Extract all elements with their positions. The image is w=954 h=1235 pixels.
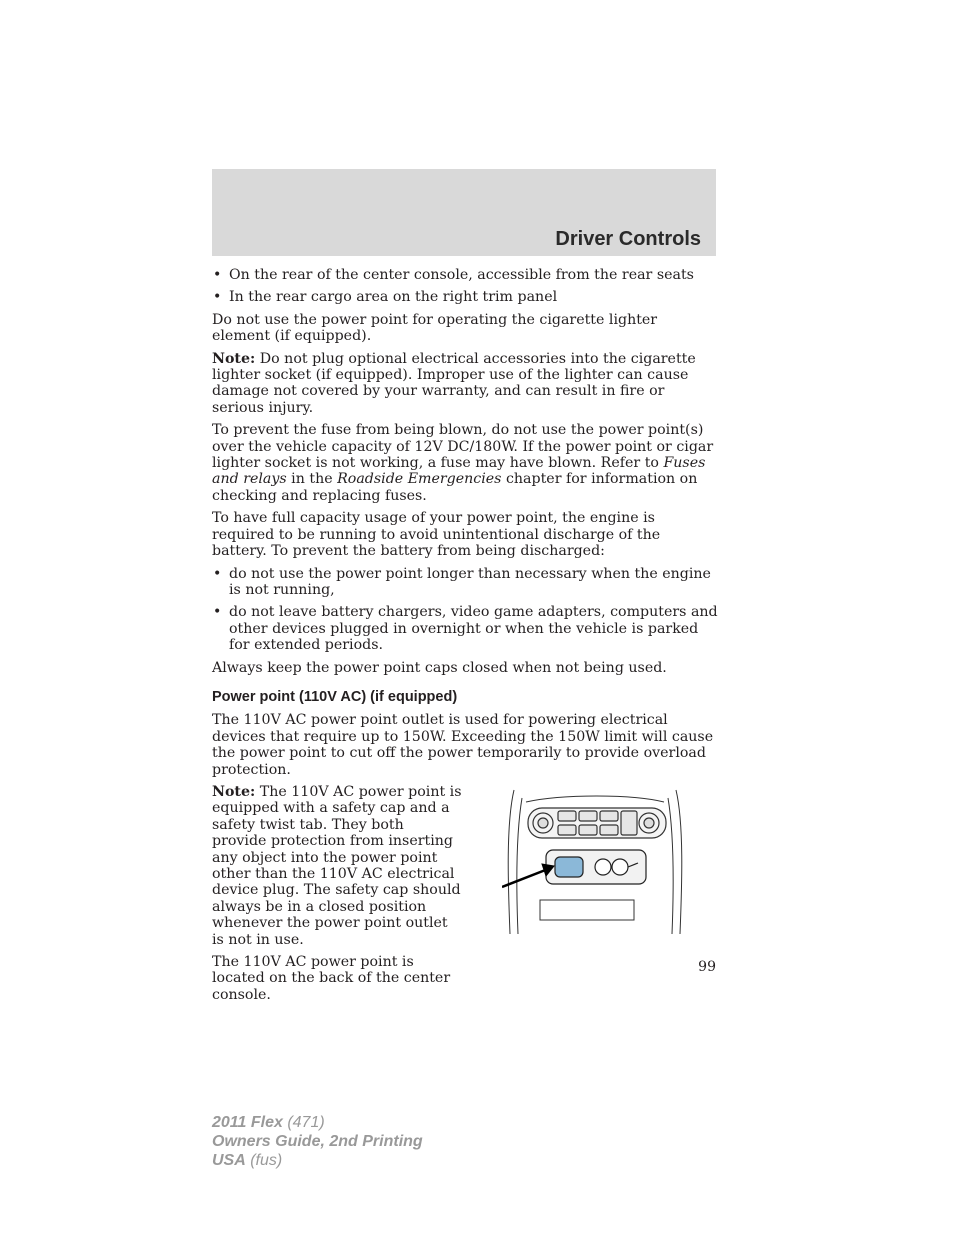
paragraph: To have full capacity usage of your power point, the engine is required to be running to avoid unintentional discharge of the battery. To prevent the battery from being discharged: — [212, 510, 661, 560]
market-name: USA — [212, 1152, 246, 1169]
note-text: Do not plug optional electrical accessories into the cigarette lighter socket (if equipped). Improper use of the lighter can cause damage not covered by your warranty, and can result in fire or serious injury. — [212, 350, 696, 416]
list-item — [212, 267, 718, 283]
chapter-title: Driver Controls — [555, 228, 701, 250]
list-item-text: On the rear of the center console, accessible from the rear seats — [229, 267, 694, 283]
bullet-marker: • — [213, 289, 222, 306]
paragraph — [212, 422, 718, 504]
note-label: Note: — [212, 350, 256, 367]
paragraph-text: chapter for information on checking and replacing fuses. — [212, 471, 698, 504]
chapter-header-bar — [212, 169, 716, 256]
bullet-marker: • — [213, 604, 222, 621]
note-label: Note: — [212, 783, 256, 800]
list-item-text: do not leave battery chargers, video game adapters, computers and other devices plugged in overnight or when the vehicle is parked for extended periods. — [229, 604, 718, 654]
pointer-arrow — [502, 864, 554, 887]
list-item — [212, 604, 718, 653]
control-panel — [528, 808, 666, 838]
footer-line: Owners Guide, 2nd Printing — [212, 1133, 423, 1150]
paragraph: The 110V AC power point is located on the back of the center console. — [212, 954, 451, 1003]
note-paragraph — [212, 784, 462, 948]
list-item — [212, 566, 718, 599]
list-item — [212, 289, 718, 305]
cross-reference: Roadside Emergencies — [337, 471, 502, 488]
footer-line — [212, 1113, 423, 1132]
page-number: 99 — [698, 959, 716, 975]
paragraph-text: To prevent the fuse from being blown, do not use the power point(s) over the vehicle capacity of 12V DC/180W. If the power point or cigar lighter socket is not working, a fuse may have blown. Refer to — [212, 422, 714, 472]
power-point-outlet — [546, 850, 646, 884]
bullet-marker: • — [213, 565, 222, 582]
document-footer — [212, 1113, 423, 1170]
section-heading: Power point (110V AC) (if equipped) — [212, 688, 458, 705]
list-item-text: In the rear cargo area on the right trim panel — [229, 289, 558, 306]
storage-compartment — [540, 900, 634, 920]
paragraph-text: in the — [286, 471, 338, 488]
paragraph: Do not use the power point for operating the cigarette lighter element (if equipped). — [212, 311, 658, 345]
note-text: The 110V AC power point is equipped with a safety cap and a safety twist tab. They both provide protection from inserting any object into the power point other than the 110V AC electrical device plug. The safety cap should always be in a closed position whenever the power point outlet is not in use. — [212, 783, 462, 948]
page-body — [212, 267, 718, 1009]
note-paragraph — [212, 351, 718, 417]
paragraph: The 110V AC power point outlet is used for powering electrical devices that require up to 150W. Exceeding the 150W limit will cause the power point to cut off the power temporarily to provide overload protection. — [212, 712, 714, 778]
model-name: 2011 Flex — [212, 1114, 283, 1131]
center-console-illustration — [502, 784, 692, 936]
bullet-marker: • — [213, 267, 222, 283]
market-code: (fus) — [245, 1152, 283, 1169]
footer-line — [212, 1151, 423, 1170]
paragraph: Always keep the power point caps closed when not being used. — [212, 659, 667, 676]
cross-reference: Fuses and relays — [212, 455, 706, 488]
model-code: (471) — [282, 1114, 325, 1131]
text-with-figure — [212, 784, 718, 1003]
list-item-text: do not use the power point longer than necessary when the engine is not running, — [229, 565, 711, 598]
